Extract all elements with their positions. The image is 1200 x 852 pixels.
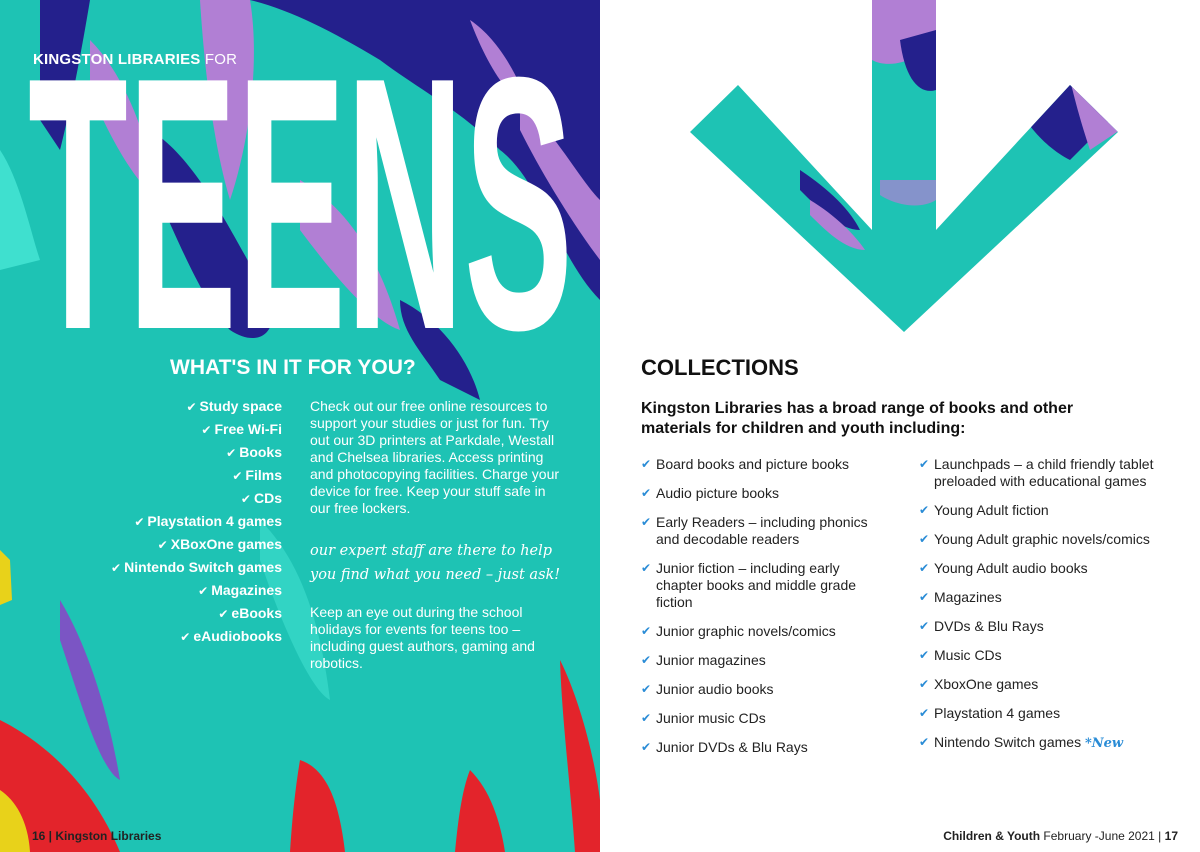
check-icon: ✔	[641, 682, 652, 696]
collection-item-label: DVDs & Blu Rays	[934, 618, 1044, 634]
feature-item	[2, 512, 282, 535]
collection-item-label: Board books and picture books	[656, 456, 850, 472]
collection-item-label: Junior magazines	[656, 652, 766, 668]
collection-item	[641, 514, 881, 548]
feature-item	[2, 420, 282, 443]
collection-item	[919, 589, 1174, 606]
check-icon: ✔	[218, 607, 229, 621]
folio-left: 16 | Kingston Libraries	[32, 829, 162, 843]
collection-item-label: Magazines	[934, 589, 1002, 605]
feature-label: XBoxOne games	[170, 536, 282, 552]
collection-item	[919, 734, 1174, 752]
feature-item	[2, 581, 282, 604]
collection-item-label: XboxOne games	[934, 676, 1039, 692]
feature-label: Free Wi-Fi	[214, 421, 282, 437]
collection-item	[919, 531, 1174, 548]
collection-item-label: Early Readers – including phonics and decodable readers	[656, 514, 868, 547]
collection-item-label: Playstation 4 games	[934, 705, 1061, 721]
new-badge: *New	[1084, 736, 1124, 751]
feature-item	[2, 397, 282, 420]
check-icon: ✔	[157, 538, 168, 552]
check-icon: ✔	[641, 711, 652, 725]
resources-paragraph: Check out our free online resources to support your studies or just for fun. Try out our 3D printers at Parkdale, Westall and Chelsea libraries. Access printing and photocopying facilities. Charge your device for free. Keep your stuff safe in our free lockers.	[310, 398, 560, 516]
collection-item-label: Young Adult audio books	[934, 560, 1088, 576]
collection-item	[919, 560, 1174, 577]
check-icon: ✔	[201, 423, 212, 437]
check-icon: ✔	[641, 653, 652, 667]
feature-label: Films	[245, 467, 282, 483]
collection-item	[919, 502, 1174, 519]
check-icon: ✔	[919, 561, 930, 575]
collection-item-label: Junior audio books	[656, 681, 774, 697]
brand-name: KINGSTON LIBRARIES	[33, 51, 201, 68]
check-icon: ✔	[134, 515, 145, 529]
feature-label: Study space	[199, 398, 282, 414]
check-icon: ✔	[240, 492, 251, 506]
feature-item	[2, 489, 282, 512]
folio-separator: |	[1158, 829, 1162, 843]
collection-item-label: Young Adult fiction	[934, 502, 1049, 518]
check-icon: ✔	[641, 515, 652, 529]
folio-section: Children & Youth	[943, 829, 1041, 843]
collection-item	[919, 456, 1174, 490]
collection-item-label: Young Adult graphic novels/comics	[934, 531, 1150, 547]
collection-item	[641, 681, 881, 698]
feature-label: CDs	[253, 490, 282, 506]
check-icon: ✔	[198, 584, 209, 598]
feature-label: eAudiobooks	[193, 628, 282, 644]
feature-label: Magazines	[211, 582, 282, 598]
collection-item-label: Junior fiction – including early chapter books and middle grade fiction	[656, 560, 857, 610]
check-icon: ✔	[641, 561, 652, 575]
collection-item	[919, 618, 1174, 635]
check-icon: ✔	[641, 457, 652, 471]
check-icon: ✔	[919, 619, 930, 633]
collections-column-1	[641, 456, 881, 768]
feature-label: Books	[239, 444, 282, 460]
collection-item	[919, 647, 1174, 664]
check-icon: ✔	[919, 677, 930, 691]
feature-label: Nintendo Switch games	[124, 559, 282, 575]
check-icon: ✔	[919, 735, 930, 749]
check-icon: ✔	[186, 400, 197, 414]
feature-item	[2, 466, 282, 489]
collection-item-label: Junior graphic novels/comics	[656, 623, 836, 639]
collection-item-label: Junior DVDs & Blu Rays	[656, 739, 808, 755]
collection-item-label: Nintendo Switch games	[934, 734, 1082, 750]
feature-item	[2, 558, 282, 581]
collection-item	[919, 705, 1174, 722]
check-icon: ✔	[180, 630, 191, 644]
feature-item	[2, 627, 282, 650]
check-icon: ✔	[641, 624, 652, 638]
check-icon: ✔	[641, 486, 652, 500]
feature-item	[2, 604, 282, 627]
folio-right	[943, 829, 1178, 843]
feature-label: Playstation 4 games	[147, 513, 282, 529]
check-icon: ✔	[919, 590, 930, 604]
collection-item-label: Music CDs	[934, 647, 1002, 663]
collection-item-label: Audio picture books	[656, 485, 779, 501]
check-icon: ✔	[919, 648, 930, 662]
staff-note: our expert staff are there to help you find what you need – just ask!	[310, 543, 561, 583]
features-list	[2, 397, 282, 650]
check-icon: ✔	[919, 532, 930, 546]
check-icon: ✔	[641, 740, 652, 754]
folio-dates: February -June 2021	[1043, 829, 1155, 843]
folio-page-number: 17	[1164, 829, 1178, 843]
collection-item	[641, 560, 881, 611]
collection-item-label: Junior music CDs	[656, 710, 766, 726]
collection-item	[641, 739, 881, 756]
check-icon: ✔	[919, 457, 930, 471]
collections-column-2	[919, 456, 1174, 764]
check-icon: ✔	[919, 503, 930, 517]
collections-title: COLLECTIONS	[641, 355, 799, 380]
down-arrow-icon	[690, 0, 1120, 340]
collection-item-label: Launchpads – a child friendly tablet preloaded with educational games	[934, 456, 1154, 489]
collections-intro: Kingston Libraries has a broad range of books and other materials for children and youth including:	[641, 400, 1074, 437]
collection-item	[641, 456, 881, 473]
feature-item	[2, 443, 282, 466]
feature-label: eBooks	[231, 605, 282, 621]
teens-title-text: TEENS	[28, 48, 573, 348]
holiday-events-paragraph: Keep an eye out during the school holidays for events for teens too – including guest authors, gaming and robotics.	[310, 604, 535, 671]
check-icon: ✔	[111, 561, 122, 575]
collection-item	[641, 710, 881, 727]
check-icon: ✔	[226, 446, 237, 460]
collection-item	[641, 623, 881, 640]
feature-item	[2, 535, 282, 558]
collection-item	[919, 676, 1174, 693]
check-icon: ✔	[232, 469, 243, 483]
collection-item	[641, 485, 881, 502]
right-page	[600, 0, 1200, 852]
collection-item	[641, 652, 881, 669]
check-icon: ✔	[919, 706, 930, 720]
teens-title	[28, 48, 588, 348]
section-heading: WHAT'S IN IT FOR YOU?	[170, 356, 416, 379]
brand-for: FOR	[204, 51, 238, 68]
